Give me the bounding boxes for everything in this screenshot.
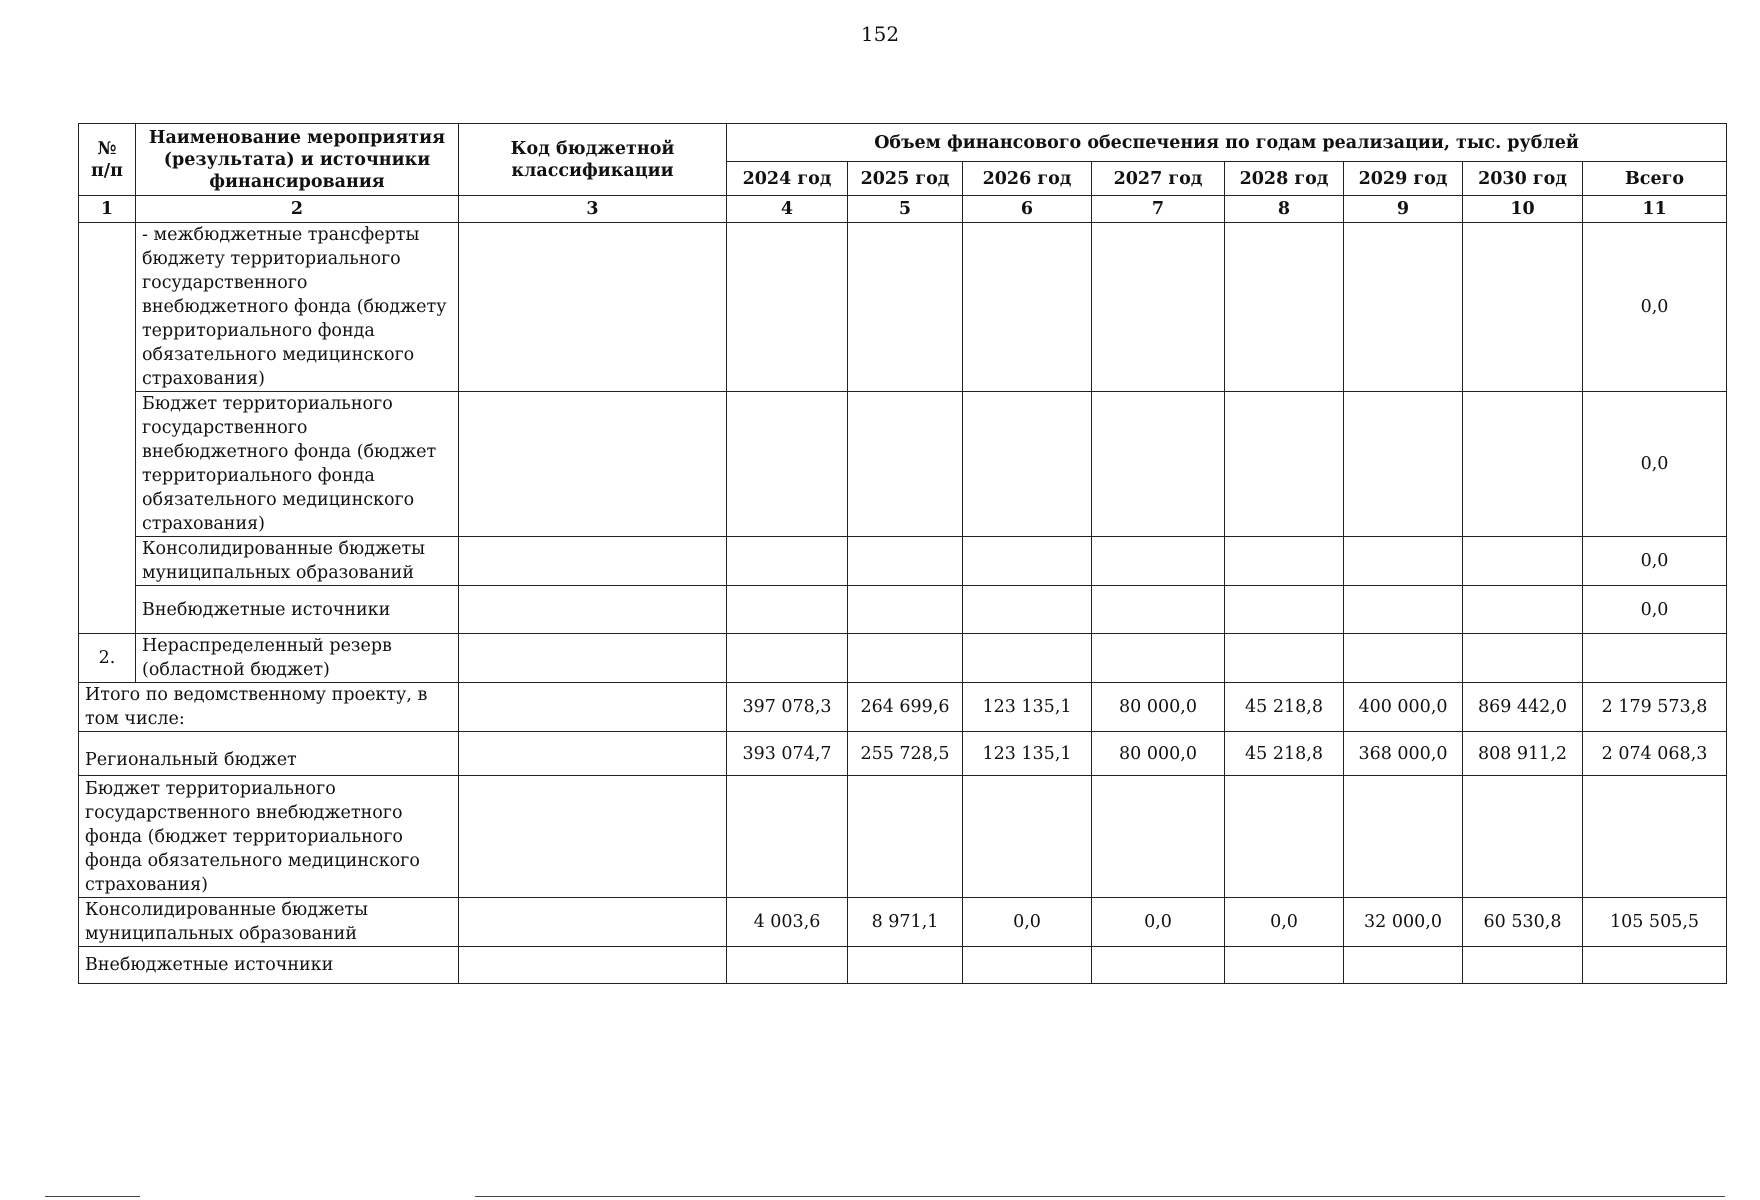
value-cell [727,223,848,392]
table-row [79,586,1727,634]
row-name: Внебюджетные источники [79,947,459,984]
header-volume: Объем финансового обеспечения по годам реализации, тыс. рублей [727,124,1727,162]
table-row [79,732,1727,776]
value-cell-total: 105 505,5 [1583,898,1727,947]
header-year-2025: 2025 год [848,162,963,196]
value-cell [1463,586,1583,634]
header-num: № п/п [79,124,136,196]
value-cell-total [1583,776,1727,898]
value-cell: 0,0 [963,898,1092,947]
column-number: 2 [136,196,459,223]
column-number: 9 [1344,196,1463,223]
column-number: 11 [1583,196,1727,223]
value-cell: 0,0 [1092,898,1225,947]
value-cell [727,776,848,898]
row-name: Бюджет территориального государственного внебюджетного фонда (бюджет территориального фонда обязательного медицинского страхования) [79,776,459,898]
value-cell [1092,634,1225,683]
value-cell [1225,634,1344,683]
row-code [459,683,727,732]
value-cell [963,392,1092,537]
header-year-2024: 2024 год [727,162,848,196]
row-name: Нераспределенный резерв (областной бюджет) [136,634,459,683]
table-row [79,898,1727,947]
row-name: Консолидированные бюджеты муниципальных образований [79,898,459,947]
value-cell-total [1583,947,1727,984]
row-name: Региональный бюджет [79,732,459,776]
value-cell-total: 2 179 573,8 [1583,683,1727,732]
value-cell: 123 135,1 [963,683,1092,732]
row-code [459,586,727,634]
value-cell [848,537,963,586]
value-cell [1463,947,1583,984]
value-cell [848,947,963,984]
value-cell [963,776,1092,898]
value-cell-total: 0,0 [1583,392,1727,537]
footer-rule-short [45,1196,140,1197]
value-cell: 255 728,5 [848,732,963,776]
value-cell [848,586,963,634]
value-cell [1225,537,1344,586]
value-cell: 80 000,0 [1092,732,1225,776]
value-cell [1344,392,1463,537]
value-cell [1344,634,1463,683]
value-cell: 400 000,0 [1344,683,1463,732]
column-number: 8 [1225,196,1344,223]
footer-rule-long [475,1196,1725,1197]
row-code [459,898,727,947]
value-cell: 869 442,0 [1463,683,1583,732]
value-cell [963,586,1092,634]
value-cell [1092,537,1225,586]
financing-table [78,123,1727,984]
header-year-2026: 2026 год [963,162,1092,196]
value-cell [1344,537,1463,586]
page-number: 152 [860,22,900,46]
value-cell: 0,0 [1225,898,1344,947]
value-cell-total: 0,0 [1583,586,1727,634]
value-cell: 45 218,8 [1225,683,1344,732]
row-name: Итого по ведомственному проекту, в том числе: [79,683,459,732]
column-number: 6 [963,196,1092,223]
column-number: 5 [848,196,963,223]
value-cell [1463,537,1583,586]
column-number: 7 [1092,196,1225,223]
table-row [79,947,1727,984]
value-cell [1225,776,1344,898]
value-cell: 45 218,8 [1225,732,1344,776]
value-cell [1225,223,1344,392]
value-cell [727,634,848,683]
row-name: Бюджет территориального государственного внебюджетного фонда (бюджет территориального фонда обязательного медицинского страхования) [136,392,459,537]
value-cell: 264 699,6 [848,683,963,732]
value-cell-total: 2 074 068,3 [1583,732,1727,776]
value-cell [1463,223,1583,392]
header-year-2027: 2027 год [1092,162,1225,196]
value-cell [727,537,848,586]
value-cell [1344,947,1463,984]
header-name: Наименование мероприятия (результата) и источники финансирования [136,124,459,196]
row-code [459,223,727,392]
value-cell: 808 911,2 [1463,732,1583,776]
value-cell [963,947,1092,984]
value-cell [1225,586,1344,634]
value-cell: 8 971,1 [848,898,963,947]
value-cell [848,223,963,392]
value-cell [1344,776,1463,898]
value-cell: 397 078,3 [727,683,848,732]
table-row [79,392,1727,537]
table-row [79,776,1727,898]
header-total: Всего [1583,162,1727,196]
value-cell [848,776,963,898]
table-row [79,537,1727,586]
value-cell [1344,223,1463,392]
value-cell: 4 003,6 [727,898,848,947]
row-number: 2. [79,634,136,683]
value-cell-total [1583,634,1727,683]
value-cell [727,586,848,634]
table-row [79,223,1727,392]
value-cell [848,392,963,537]
row-code [459,732,727,776]
row-number [79,223,136,634]
value-cell [963,537,1092,586]
value-cell [1225,947,1344,984]
row-name: - межбюджетные трансферты бюджету территориального государственного внебюджетного фонда (бюджету территориального фонда обязательного медицинского страхования) [136,223,459,392]
value-cell: 80 000,0 [1092,683,1225,732]
value-cell [727,947,848,984]
value-cell [1092,392,1225,537]
row-code [459,947,727,984]
table-row [79,634,1727,683]
row-code [459,392,727,537]
value-cell [1225,392,1344,537]
row-code [459,634,727,683]
value-cell [727,392,848,537]
value-cell [1463,392,1583,537]
value-cell [1344,586,1463,634]
header-year-2030: 2030 год [1463,162,1583,196]
value-cell-total: 0,0 [1583,223,1727,392]
value-cell [1463,634,1583,683]
column-number: 10 [1463,196,1583,223]
value-cell: 368 000,0 [1344,732,1463,776]
column-number: 4 [727,196,848,223]
value-cell [1092,586,1225,634]
row-name: Консолидированные бюджеты муниципальных образований [136,537,459,586]
value-cell-total: 0,0 [1583,537,1727,586]
header-year-2028: 2028 год [1225,162,1344,196]
column-number-row [79,196,1727,223]
value-cell [1092,223,1225,392]
value-cell: 60 530,8 [1463,898,1583,947]
column-number: 3 [459,196,727,223]
value-cell [963,223,1092,392]
value-cell: 32 000,0 [1344,898,1463,947]
value-cell: 123 135,1 [963,732,1092,776]
value-cell [1092,776,1225,898]
value-cell: 393 074,7 [727,732,848,776]
value-cell [1092,947,1225,984]
table-row-total [79,683,1727,732]
value-cell [1463,776,1583,898]
header-code: Код бюджетной классификации [459,124,727,196]
row-code [459,537,727,586]
header-year-2029: 2029 год [1344,162,1463,196]
value-cell [963,634,1092,683]
row-code [459,776,727,898]
column-number: 1 [79,196,136,223]
row-name: Внебюджетные источники [136,586,459,634]
value-cell [848,634,963,683]
